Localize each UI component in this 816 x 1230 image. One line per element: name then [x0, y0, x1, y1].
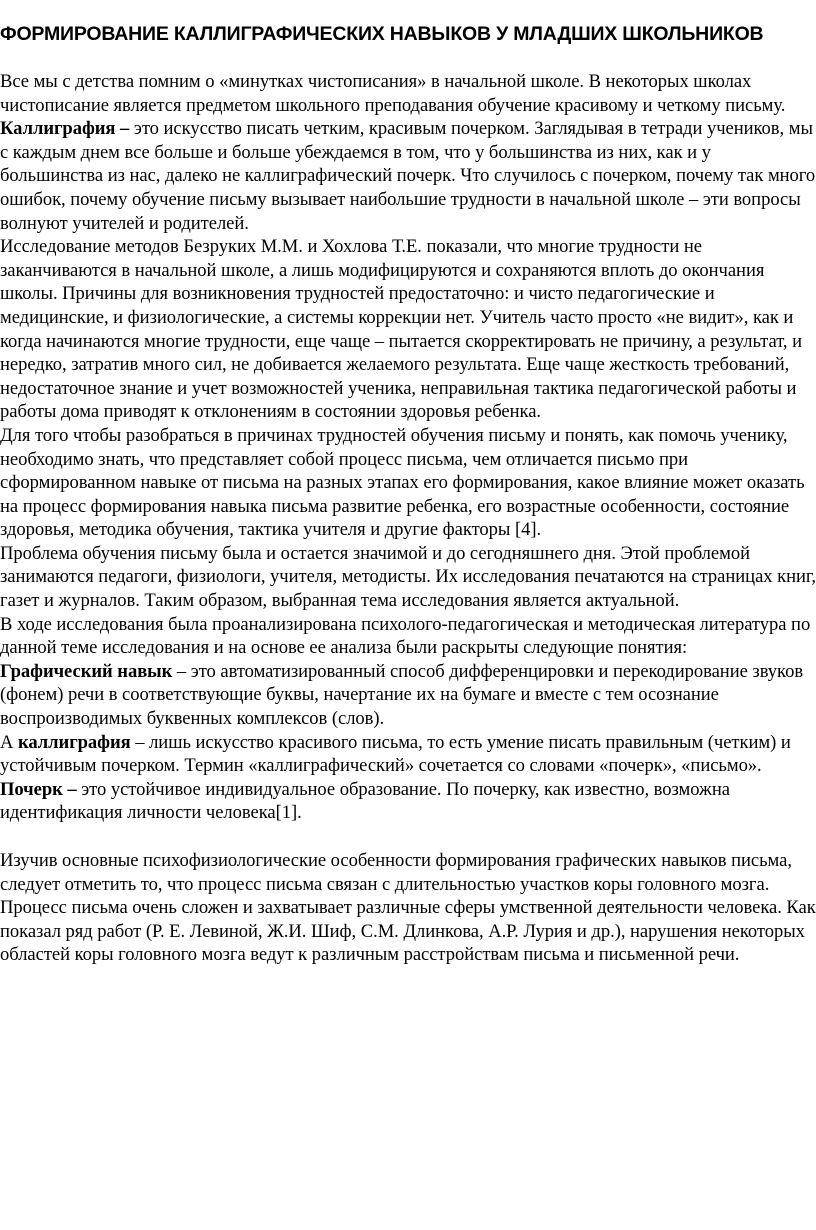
paragraph-problem-relevance	[0, 542, 816, 613]
term-graphic-skill: Графический навык	[0, 660, 173, 682]
paragraph-literature-analysis	[0, 613, 816, 660]
paragraph-graphic-skill-definition	[0, 660, 816, 731]
paragraph-text: это устойчивое индивидуальное образование. По почерку, как известно, возможна идентификация личности человека[1].	[0, 778, 730, 824]
paragraph-writing-process	[0, 424, 816, 542]
paragraph-text: Проблема обучения письму была и остается значимой и до сегодняшнего дня. Этой проблемой занимаются педагоги, физиологи, учителя, методисты. Их исследования печатаются на страницах книг, газет и журналов. Таким образом, выбранная тема исследования является актуальной.	[0, 542, 816, 612]
paragraph-psychophysiology	[0, 849, 816, 967]
paragraph-text: это искусство писать четким, красивым почерком. Заглядывая в тетради учеников, мы с каждым днем все больше и больше убеждаемся в том, что у большинства из них, как и у большинства из нас, далеко не каллиграфический почерк. Что случилось с почерком, почему так много ошибок, почему обучение письму вызывает наибольшие трудности в начальной школе – эти вопросы волнуют учителей и родителей.	[0, 118, 816, 234]
paragraph-text: Изучив основные психофизиологические особенности формирования графических навыков письма, следует отметить то, что процесс письма связан с длительностью участков коры головного мозга. Процесс письма очень сложен и захватывает различные сферы умственной деятельности человека. Как показал ряд работ (Р. Е. Левиной, Ж.И. Шиф, С.М. Длинкова, А.Р. Лурия и др.), нарушения некоторых областей коры головного мозга ведут к различным расстройствам письма и письменной речи.	[0, 850, 816, 966]
paragraph-calligraphy-art	[0, 731, 816, 778]
paragraph-handwriting-definition	[0, 778, 816, 825]
document-title: ФОРМИРОВАНИЕ КАЛЛИГРАФИЧЕСКИХ НАВЫКОВ У МЛАДШИХ ШКОЛЬНИКОВ	[0, 23, 764, 45]
paragraph-text: В ходе исследования была проанализирована психолого-педагогическая и методическая литература по данной теме исследования и на основе ее анализа были раскрыты следующие понятия:	[0, 613, 811, 659]
document-body	[0, 70, 816, 967]
paragraph-text: Все мы с детства помним о «минутках чистописания» в начальной школе. В некоторых школах чистописание является предметом школьного преподавания обучение красивому и четкому письму.	[0, 71, 786, 116]
term-handwriting: Почерк –	[0, 778, 77, 800]
paragraph-text: Для того чтобы разобраться в причинах трудностей обучения письму и понять, как помочь ученику, необходимо знать, что представляет собой процесс письма, чем отличается письмо при сформированном навыке от письма на разных этапах его формирования, какое влияние может оказать на процесс формирования навыка письма развитие ребенка, его возрастные особенности, состояние здоровья, методика обучения, тактика учителя и другие факторы [4].	[0, 424, 805, 541]
paragraph-calligraphy-definition	[0, 117, 816, 235]
paragraph-research-methods	[0, 235, 816, 424]
paragraph-prefix: А	[0, 731, 18, 753]
paragraph-text: – лишь искусство красивого письма, то есть умение писать правильным (четким) и устойчивым почерком. Термин «каллиграфический» сочетается со словами «почерк», «письмо».	[0, 731, 791, 777]
paragraph-text: Исследование методов Безруких М.М. и Хохлова Т.Е. показали, что многие трудности не заканчиваются в начальной школе, а лишь модифицируются и сохраняются вплоть до окончания школы. Причины для возникновения трудностей предостаточно: и чисто педагогические и медицинские, и физиологические, а системы коррекции нет. Учитель часто просто «не видит», как и когда начинаются многие трудности, еще чаще – пытается скорректировать не причину, а результат, и нередко, затратив много сил, не добивается желаемого результата. Еще чаще жесткость требований, недостаточное знание и учет возможностей ученика, неправильная тактика педагогической работы и работы дома приводят к отклонениям в состоянии здоровья ребенка.	[0, 236, 802, 423]
paragraph-text: – это автоматизированный способ дифференцировки и перекодирование звуков (фонем) речи в соответствующие буквы, начертание их на бумаге и вместе с тем осознание воспроизводимых буквенных комплексов (слов).	[0, 660, 804, 730]
paragraph-intro	[0, 70, 816, 117]
term-calligraphy: Каллиграфия –	[0, 118, 130, 140]
term-calligraphy-2: каллиграфия	[17, 731, 131, 753]
